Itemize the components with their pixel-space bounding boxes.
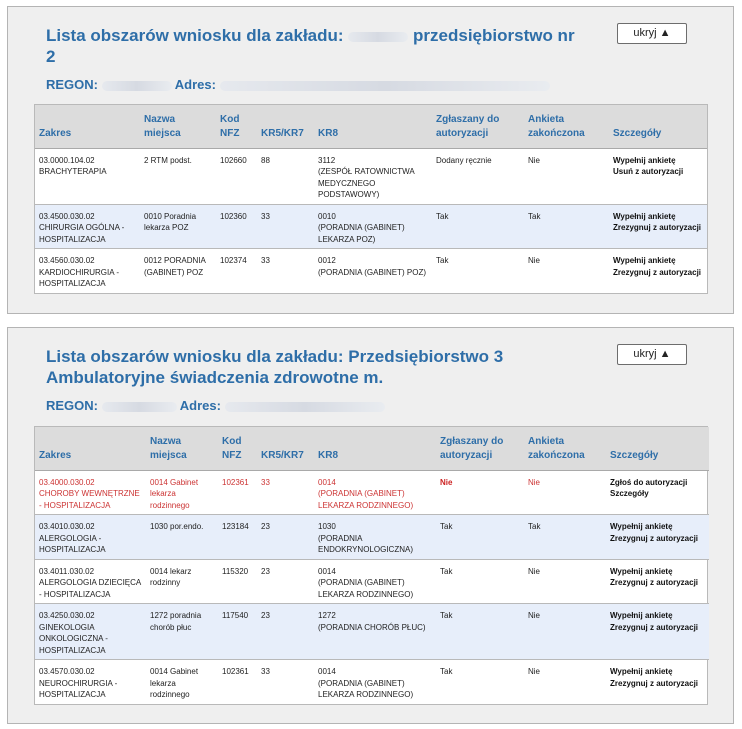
areas-table	[34, 104, 708, 294]
fill-survey-link[interactable]: Wypełnij ankietę	[613, 256, 676, 265]
resign-authorization-link[interactable]: Zrezygnuj z autoryzacji	[610, 533, 699, 543]
table-row: 03.4250.030.02 GINEKOLOGIA ONKOLOGICZNA - HOSPITALIZACJA 1272 poradnia chorób płuc 117540 23 1272 (PORADNIA CHORÓB PŁUC) Tak Nie Wypełnij ankietę Zrezygnuj z autoryzacji	[35, 604, 709, 660]
fill-survey-link[interactable]: Wypełnij ankietę	[613, 155, 676, 165]
col-kr8: KR8	[314, 427, 436, 470]
col-kr5-kr7: KR5/KR7	[257, 427, 314, 470]
area-list-panel-2	[7, 327, 734, 724]
redacted-address	[220, 81, 550, 91]
col-kod-nfz: Kod NFZ	[216, 105, 257, 148]
resign-authorization-link[interactable]: Zrezygnuj z autoryzacji	[610, 578, 699, 587]
col-szczegoly: Szczegóły	[606, 427, 709, 470]
redacted-regon	[102, 81, 172, 91]
resign-authorization-link[interactable]: Zrezygnuj z autoryzacji	[610, 678, 699, 688]
col-szczegoly: Szczegóły	[609, 105, 707, 148]
col-zglaszany: Zgłaszany do autoryzacji	[436, 427, 524, 470]
redacted-text	[348, 32, 408, 42]
fill-survey-link[interactable]: Wypełnij ankietę	[610, 611, 673, 620]
regon-address-line: REGON: Adres:	[46, 398, 385, 413]
col-kr5-kr7: KR5/KR7	[257, 105, 314, 148]
hide-button[interactable]: ukryj ▲	[617, 344, 687, 365]
table-row: 03.4560.030.02 KARDIOCHIRURGIA - HOSPITALIZACJA 0012 PORADNIA (GABINET) POZ 102374 33 0012 (PORADNIA (GABINET) POZ) Tak Nie Wypełnij ankietę Zrezygnuj z autoryzacji	[35, 249, 707, 293]
fill-survey-link[interactable]: Wypełnij ankietę	[610, 522, 673, 531]
panel-title: Lista obszarów wniosku dla zakładu: Przedsiębiorstwo 3 Ambulatoryjne świadczenia zdrowotne m.	[46, 347, 504, 387]
areas-table	[34, 426, 708, 705]
col-nazwa-miejsca: Nazwa miejsca	[146, 427, 218, 470]
table-row: 03.4010.030.02 ALERGOLOGIA - HOSPITALIZACJA 1030 por.endo. 123184 23 1030 (PORADNIA ENDOKRYNOLOGICZNA) Tak Tak Wypełnij ankietę Zrezygnuj z autoryzacji	[35, 515, 709, 560]
details-link[interactable]: Szczegóły	[610, 489, 649, 498]
request-authorization-link[interactable]: Zgłoś do autoryzacji	[610, 477, 688, 487]
redacted-regon	[102, 402, 177, 412]
fill-survey-link[interactable]: Wypełnij ankietę	[610, 667, 673, 676]
panel-title: Lista obszarów wniosku dla zakładu: przedsiębiorstwo nr 2	[46, 26, 575, 66]
resign-authorization-link[interactable]: Zrezygnuj z autoryzacji	[610, 622, 699, 632]
col-zakres: Zakres	[35, 427, 146, 470]
table-row: 03.4570.030.02 NEUROCHIRURGIA - HOSPITALIZACJA 0014 Gabinet lekarza rodzinnego 102361 33 0014 (PORADNIA (GABINET) LEKARZA RODZINNEGO) Tak Nie Wypełnij ankietę Zrezygnuj z autoryzacji	[35, 660, 709, 704]
col-ankieta: Ankieta zakończona	[524, 427, 606, 470]
table-row: 03.4011.030.02 ALERGOLOGIA DZIECIĘCA - HOSPITALIZACJA 0014 lekarz rodzinny 115320 23 0014 (PORADNIA (GABINET) LEKARZA RODZINNEGO) Tak Nie Wypełnij ankietę Zrezygnuj z autoryzacji	[35, 559, 709, 604]
table-row: 03.4500.030.02 CHIRURGIA OGÓLNA - HOSPITALIZACJA 0010 Poradnia lekarza POZ 102360 33 0010 (PORADNIA (GABINET) LEKARZA POZ) Tak Tak Wypełnij ankietę Zrezygnuj z autoryzacji	[35, 204, 707, 249]
redacted-address	[225, 402, 385, 412]
hide-button[interactable]: ukryj ▲	[617, 23, 687, 44]
fill-survey-link[interactable]: Wypełnij ankietę	[613, 211, 676, 221]
col-kod-nfz: Kod NFZ	[218, 427, 257, 470]
col-zglaszany: Zgłaszany do autoryzacji	[432, 105, 524, 148]
table-header-row	[35, 105, 707, 148]
table-row: 03.4000.030.02 CHOROBY WEWNĘTRZNE - HOSPITALIZACJA 0014 Gabinet lekarza rodzinnego 102361 33 0014 (PORADNIA (GABINET) LEKARZA RODZINNEGO) Nie Nie Zgłoś do autoryzacji Szczegóły	[35, 470, 709, 515]
area-list-panel-1	[7, 6, 734, 314]
resign-authorization-link[interactable]: Zrezygnuj z autoryzacji	[613, 223, 702, 232]
table-row: 03.0000.104.02 BRACHYTERAPIA 2 RTM podst. 102660 88 3112 (ZESPÓŁ RATOWNICTWA MEDYCZNEGO PODSTAWOWY) Dodany ręcznie Nie Wypełnij ankietę Usuń z autoryzacji	[35, 148, 707, 204]
resign-authorization-link[interactable]: Zrezygnuj z autoryzacji	[613, 267, 702, 277]
regon-address-line: REGON: Adres:	[46, 77, 550, 92]
col-kr8: KR8	[314, 105, 432, 148]
fill-survey-link[interactable]: Wypełnij ankietę	[610, 566, 673, 576]
col-ankieta: Ankieta zakończona	[524, 105, 609, 148]
col-nazwa-miejsca: Nazwa miejsca	[140, 105, 216, 148]
col-zakres: Zakres	[35, 105, 140, 148]
table-header-row	[35, 427, 709, 470]
remove-authorization-link[interactable]: Usuń z autoryzacji	[613, 167, 684, 176]
